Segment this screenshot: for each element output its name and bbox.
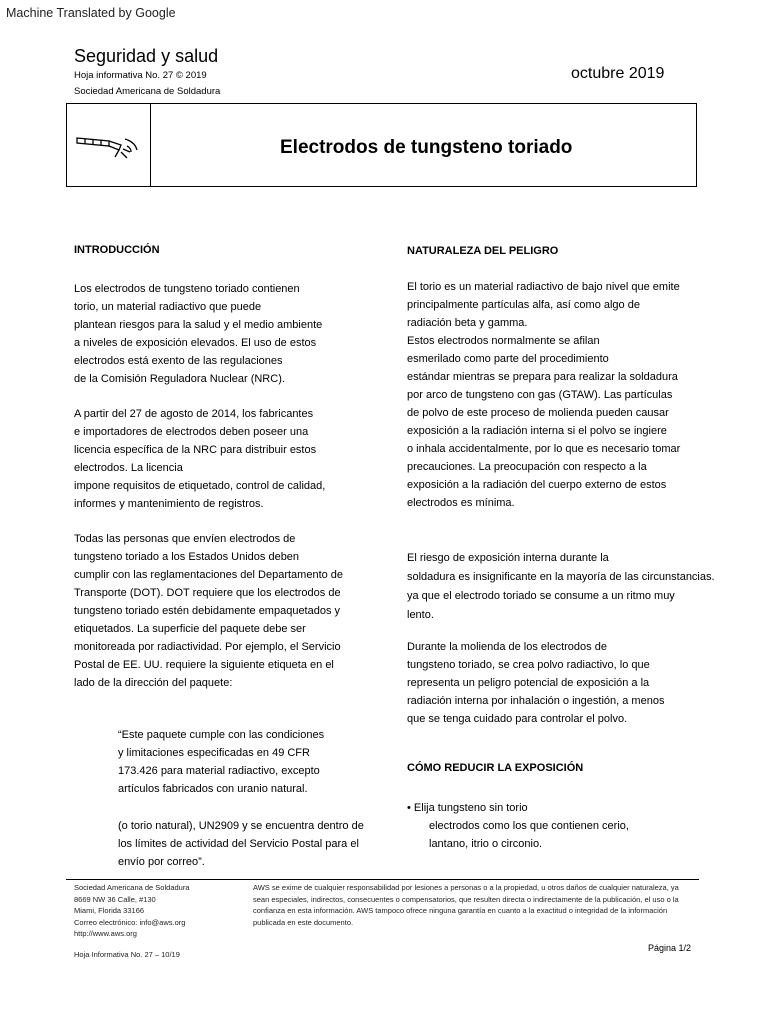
- text-line: lento.: [407, 609, 434, 621]
- translation-banner: Machine Translated by Google: [6, 6, 176, 20]
- address-line: http://www.aws.org: [74, 929, 137, 938]
- text-line: tungsteno toriado, se crea polvo radiactivo, lo que: [407, 659, 650, 671]
- text-line: lado de la dirección del paquete:: [74, 677, 233, 689]
- text-line: soldadura es insignificante en la mayoría de las circunstancias.: [407, 571, 715, 583]
- text-line: radiación interna por inhalación o ingestión, a menos: [407, 695, 665, 707]
- welding-torch-icon: [75, 130, 143, 165]
- sheet-number: Hoja informativa No. 27 © 2019: [74, 70, 207, 81]
- text-line: principalmente partículas alfa, así como algo de: [407, 299, 640, 311]
- text-line: Postal de EE. UU. requiere la siguiente etiqueta en el: [74, 659, 334, 671]
- bullet-line: • Elija tungsteno sin torio: [407, 802, 528, 814]
- text-line: exposición a la radiación del cuerpo externo de estos: [407, 479, 667, 491]
- text-line: artículos fabricados con uranio natural.: [118, 783, 308, 795]
- section-title: Seguridad y salud: [74, 46, 219, 66]
- text-line: precauciones. La preocupación con respecto a la: [407, 461, 647, 473]
- text-line: cumplir con las reglamentaciones del Departamento de: [74, 569, 344, 581]
- footer-disclaimer: [253, 882, 679, 928]
- text-line: electrodos es mínima.: [407, 497, 515, 509]
- text-line: Los electrodos de tungsteno toriado contienen: [74, 283, 300, 295]
- text-line: impone requisitos de etiquetado, control de calidad,: [74, 480, 326, 492]
- publication-date: octubre 2019: [571, 65, 665, 82]
- organization-name: Sociedad Americana de Soldadura: [74, 86, 221, 97]
- address-line: Miami, Florida 33166: [74, 906, 145, 915]
- hazard-paragraph-3: [407, 638, 664, 728]
- title-box: [66, 103, 697, 187]
- text-line: los límites de actividad del Servicio Postal para el: [118, 838, 359, 850]
- text-line: El torio es un material radiactivo de bajo nivel que emite: [407, 281, 680, 293]
- footer-rule: [66, 879, 699, 880]
- text-line: electrodos. La licencia: [74, 462, 183, 474]
- label-quote-part-2: [118, 817, 364, 871]
- footer-sheet-number: Hoja Informativa No. 27 – 10/19: [74, 950, 180, 959]
- intro-paragraph-2: [74, 405, 325, 513]
- text-line: e importadores de electrodos deben poseer una: [74, 426, 309, 438]
- text-line: informes y mantenimiento de registros.: [74, 498, 264, 510]
- text-line: 173.426 para material radiactivo, excepto: [118, 765, 320, 777]
- hazard-paragraph-2: [407, 549, 715, 625]
- text-line: plantean riesgos para la salud y el medio ambiente: [74, 319, 323, 331]
- text-line: tungsteno toriado estén debidamente empaquetados y: [74, 605, 341, 617]
- text-line: a niveles de exposición elevados. El uso de estos: [74, 337, 317, 349]
- text-line: (o torio natural), UN2909 y se encuentra dentro de: [118, 820, 364, 832]
- address-line: Correo electrónico: info@aws.org: [74, 917, 186, 927]
- address-line: 8669 NW 36 Calle, #130: [74, 894, 156, 904]
- text-line: o inhala accidentalmente, por lo que es necesario tomar: [407, 443, 681, 455]
- intro-heading: INTRODUCCIÓN: [74, 244, 160, 256]
- text-line: monitoreada por radiactividad. Por ejemplo, el Servicio: [74, 641, 341, 653]
- reduce-exposure-heading: CÓMO REDUCIR LA EXPOSICIÓN: [407, 762, 584, 774]
- bullet-line: lantano, itrio o circonio.: [429, 838, 543, 850]
- text-line: de la Comisión Reguladora Nuclear (NRC).: [74, 373, 285, 385]
- address-line: Sociedad Americana de Soldadura: [74, 883, 190, 892]
- text-line: que se tenga cuidado para controlar el polvo.: [407, 713, 628, 725]
- text-line: estándar mientras se prepara para realizar la soldadura: [407, 371, 678, 383]
- hazard-heading: NATURALEZA DEL PELIGRO: [407, 245, 559, 257]
- disclaimer-line: sean especiales, indirectos, consecuentes o compensatorios, que resulten directa o indirectamente de la publicación, el uso o la: [253, 894, 679, 904]
- label-quote-part-1: [118, 726, 324, 798]
- text-line: Todas las personas que envíen electrodos de: [74, 533, 296, 545]
- text-line: A partir del 27 de agosto de 2014, los fabricantes: [74, 408, 314, 420]
- reduce-exposure-bullet: [407, 799, 629, 853]
- bullet-line: electrodos como los que contienen cerio,: [429, 820, 629, 832]
- text-line: Estos electrodos normalmente se afilan: [407, 335, 600, 347]
- text-line: torio, un material radiactivo que puede: [74, 301, 262, 313]
- text-line: electrodos está exento de las regulaciones: [74, 355, 283, 367]
- text-line: exposición a la radiación interna si el polvo se ingiere: [407, 425, 667, 437]
- text-line: Transporte (DOT). DOT requiere que los electrodos de: [74, 587, 341, 599]
- disclaimer-line: AWS se exime de cualquier responsabilidad por lesiones a personas o a la propiedad, u otros daños de cualquier naturaleza, ya: [253, 883, 679, 892]
- text-line: de polvo de este proceso de molienda pueden causar: [407, 407, 669, 419]
- text-line: envío por correo”.: [118, 856, 205, 868]
- text-line: El riesgo de exposición interna durante la: [407, 552, 609, 564]
- text-line: y limitaciones especificadas en 49 CFR: [118, 747, 310, 759]
- text-line: tungsteno toriado a los Estados Unidos deben: [74, 551, 300, 563]
- header-divider: [150, 104, 151, 186]
- intro-paragraph-1: [74, 280, 322, 388]
- disclaimer-line: confianza en esta información. AWS tampoco ofrece ninguna garantía en cuanto a la exactitud o integridad de la información: [253, 906, 668, 915]
- page-number: Página 1/2: [648, 943, 692, 953]
- text-line: ya que el electrodo toriado se consume a un ritmo muy: [407, 590, 675, 602]
- text-line: etiquetados. La superficie del paquete debe ser: [74, 623, 306, 635]
- text-line: representa un peligro potencial de exposición a la: [407, 677, 650, 689]
- text-line: por arco de tungsteno con gas (GTAW). Las partículas: [407, 389, 673, 401]
- disclaimer-line: publicada en este documento.: [253, 917, 354, 927]
- document-title: Electrodos de tungsteno toriado: [280, 137, 573, 158]
- text-line: Durante la molienda de los electrodos de: [407, 641, 607, 653]
- text-line: licencia específica de la NRC para distribuir estos: [74, 444, 317, 456]
- text-line: esmerilado como parte del procedimiento: [407, 353, 609, 365]
- text-line: radiación beta y gamma.: [407, 317, 528, 329]
- hazard-paragraph-1: [407, 278, 680, 512]
- footer-address: [74, 882, 190, 940]
- intro-paragraph-3: [74, 530, 343, 692]
- text-line: “Este paquete cumple con las condiciones: [118, 729, 325, 741]
